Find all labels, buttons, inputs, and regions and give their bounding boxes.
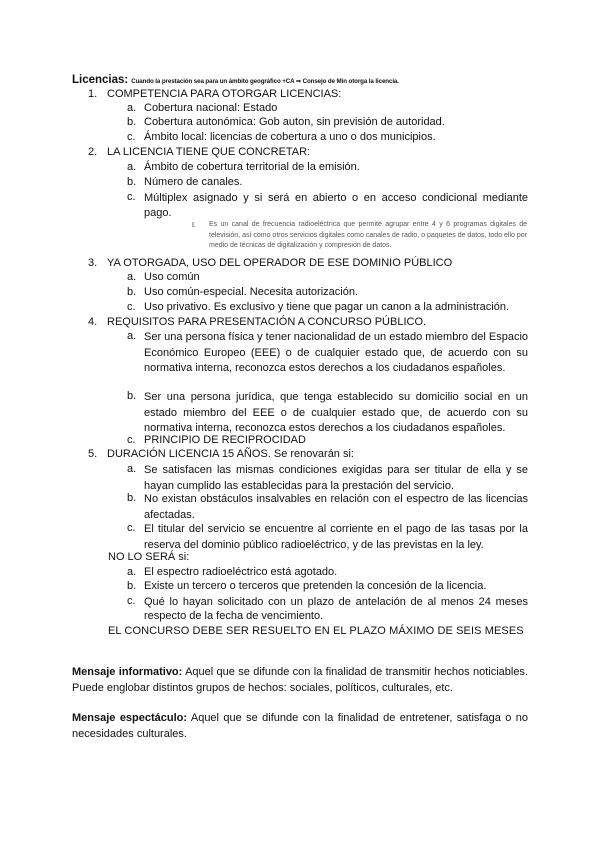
item-letter: a. (127, 102, 137, 114)
item-letter: c. (127, 131, 136, 143)
list-item: Ámbito de cobertura territorial de la emisión. (144, 161, 360, 173)
item-letter: b. (127, 580, 137, 592)
no-label: NO LO SERÁ si: (108, 551, 190, 563)
item-letter: a. (127, 463, 137, 475)
list-item: El espectro radioeléctrico está agotado. (144, 566, 338, 578)
list-item: Uso común-especial. Necesita autorización. (144, 286, 358, 298)
definition-text: Aquel que se difunde con la finalidad de transmitir hechos noticiables. Puede englobar distintos grupos de hechos: sociales, políticos, culturales, etc. (72, 666, 528, 694)
list-item: PRINCIPIO DE RECIPROCIDAD (144, 434, 306, 446)
list-item: Ámbito local: licencias de cobertura a uno o dos municipios. (144, 131, 436, 143)
list-item: No existan obstáculos insalvables en relación con el espectro de las licencias afectadas. (144, 493, 528, 521)
item-letter: b. (127, 286, 137, 298)
definition-paragraph (72, 711, 528, 742)
item-letter: c. (127, 595, 136, 607)
item-letter: b. (127, 390, 137, 402)
list-item: Cobertura nacional: Estado (144, 102, 278, 114)
item-letter: b. (127, 116, 137, 128)
list-item: Qué lo hayan solicitado con un plazo de antelación de al menos 24 meses respecto de la fecha de vencimiento. (144, 596, 528, 622)
list-item: El titular del servicio se encuentre al corriente en el pago de las tasas por la reserva del dominio público radioeléctrico, y de las previstas en la ley. (144, 523, 528, 551)
section-number: 2. (88, 146, 98, 158)
list-item: Cobertura autonómica: Gob auton, sin previsión de autoridad. (144, 116, 445, 128)
list-item: Ser una persona física y tener nacionalidad de un estado miembro del Espacio Económico Europeo (EEE) o de cualquier estado que, de acuerdo con su normativa interna, reconozca estos derechos a los ciudadanos españoles. (144, 331, 529, 374)
section-heading: REQUISITOS PARA PRESENTACIÓN A CONCURSO PÚBLICO. (107, 316, 427, 328)
section-heading: LA LICENCIA TIENE QUE CONCRETAR: (107, 146, 311, 158)
section-number: 4. (88, 316, 98, 328)
item-letter: a. (127, 566, 137, 578)
section-number: 5. (88, 448, 98, 460)
section-heading: COMPETENCIA PARA OTORGAR LICENCIAS: (107, 88, 342, 100)
list-item: Uso común (144, 271, 200, 283)
item-letter: c. (127, 522, 136, 534)
section-heading: DURACIÓN LICENCIA 15 AÑOS. Se renovarán si: (107, 448, 354, 460)
item-letter: c. (127, 434, 136, 446)
list-item: Número de canales. (144, 176, 243, 188)
definition-term: Mensaje informativo: (72, 666, 183, 678)
list-item: Se satisfacen las mismas condiciones exigidas para ser titular de ella y se hayan cumplido las establecidas para la prestación del servicio. (144, 464, 528, 492)
item-letter: c. (127, 191, 136, 203)
definition-paragraph (72, 665, 528, 696)
section-heading: YA OTORGADA, USO DEL OPERADOR DE ESE DOMINIO PÚBLICO (107, 257, 453, 269)
definition-text: Aquel que se difunde con la finalidad de entretener, satisfaga o no necesidades culturales. (72, 712, 528, 740)
item-letter: a. (127, 161, 137, 173)
list-item: Múltiplex asignado y si será en abierto o en acceso condicional mediante pago. (144, 192, 528, 219)
heading-line (72, 74, 399, 88)
definition-term: Mensaje espectáculo: (72, 712, 188, 724)
section-number: 3. (88, 257, 98, 269)
footnote-text: Es un canal de frecuencia radioeléctrica que permite agrupar entre 4 y 6 programas digitales de televisión, así como otros servicios digitales como canales de radio, o paquetes de datos, todo ello por medio de técnicas de digitalización y compresión de datos. (209, 221, 527, 249)
title-label: Licencias: (72, 74, 129, 86)
list-item: Uso privativo. Es exclusivo y tiene que pagar un canon a la administración. (144, 301, 510, 313)
section-number: 1. (88, 88, 98, 100)
list-item: Existe un tercero o terceros que pretenden la concesión de la licencia. (144, 580, 487, 592)
title-note: Cuando la prestación sea para un ámbito geográfico +CA ⇒ Consejo de Min otorga la licencia. (131, 78, 399, 85)
item-letter: c. (127, 301, 136, 313)
roman-numeral: I. (192, 222, 196, 229)
item-letter: a. (127, 271, 137, 283)
list-item: Ser una persona jurídica, que tenga establecido su domicilio social en un estado miembro del EEE o de cualquier estado que, de acuerdo con su normativa interna, reconozca estos derechos a los ciudadanos españoles. (144, 391, 528, 434)
item-letter: a. (127, 330, 137, 342)
item-letter: b. (127, 492, 137, 504)
closing-statement: EL CONCURSO DEBE SER RESUELTO EN EL PLAZO MÁXIMO DE SEIS MESES (108, 625, 524, 637)
item-letter: b. (127, 176, 137, 188)
